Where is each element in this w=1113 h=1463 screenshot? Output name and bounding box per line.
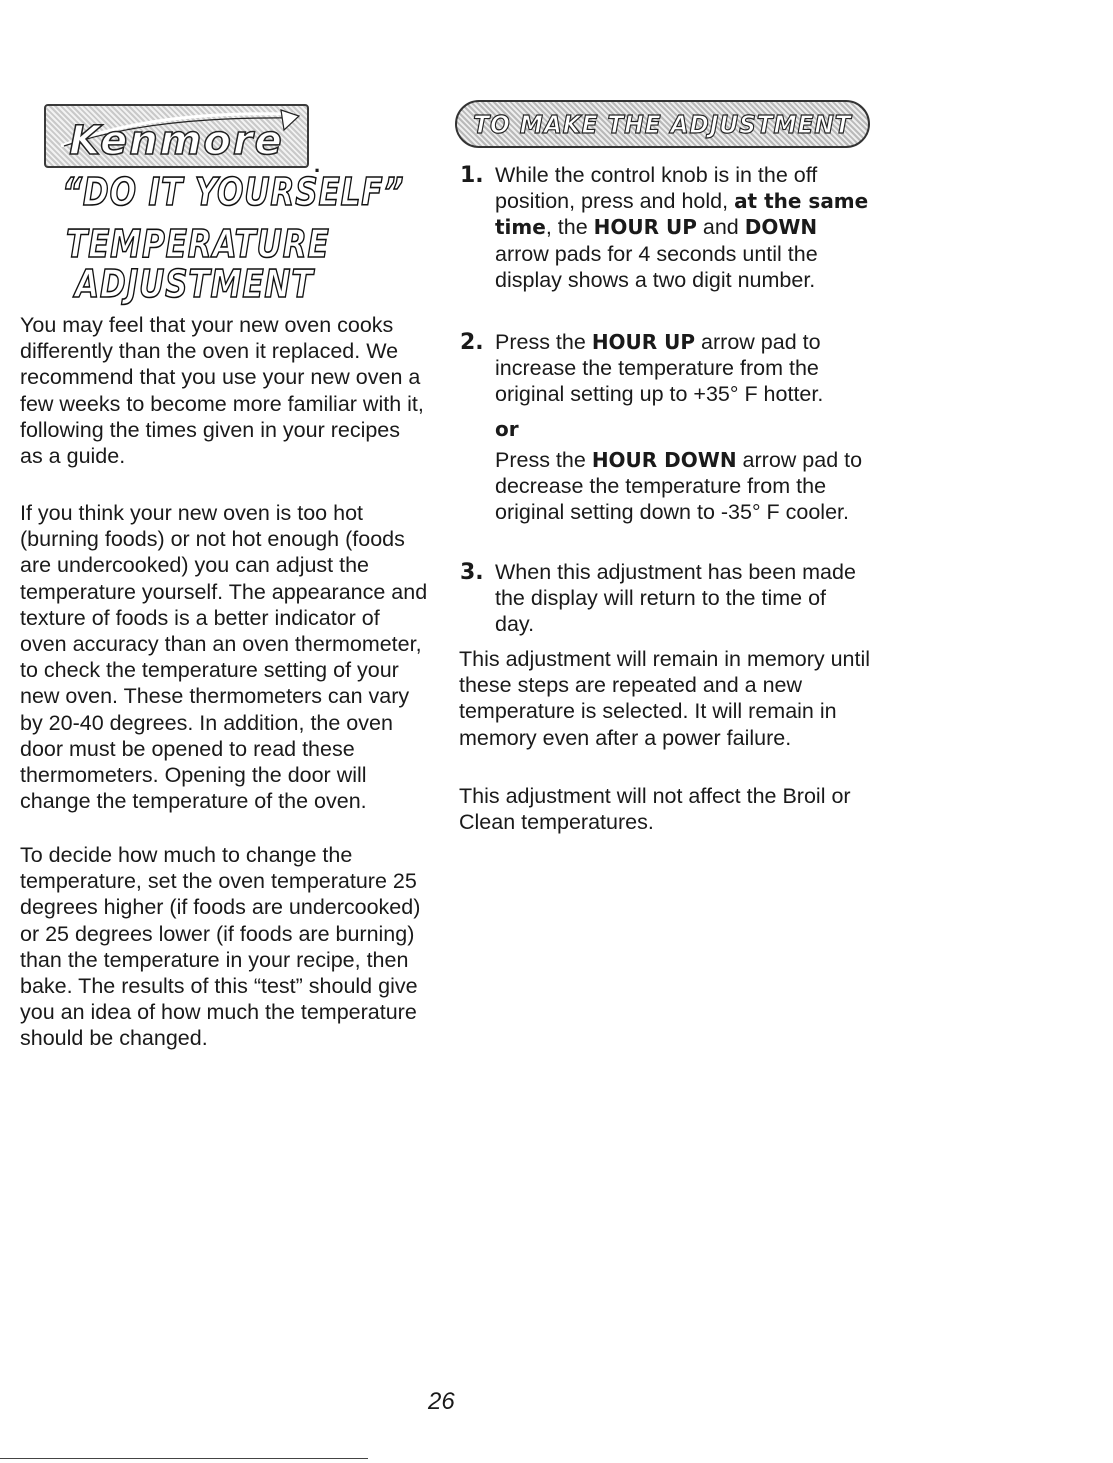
step-1-part-c: , the [545,215,588,240]
step-2-number: 2. [460,330,484,355]
step-1-part-a: While the control knob is in the off position, press and hold, [495,163,818,214]
intro-paragraph: You may feel that your new oven cooks differently than the oven it replaced. We recommend that you use your new oven a few weeks to become more familiar with it, following the times given in your recipes as a guide. [20,313,424,469]
step-1-bold-down: DOWN [744,215,818,240]
title-line-1: “DO IT YOURSELF” [62,170,405,214]
step-2-bold-hour-down: HOUR DOWN [591,448,737,472]
section-header-text: TO MAKE THE ADJUSTMENT [473,109,852,139]
logo-dot: . [314,152,321,177]
step-3-number: 3. [460,560,484,585]
logo-text: Kenmore [69,118,284,164]
title-line-3: ADJUSTMENT [75,262,314,306]
step-1-part-e: arrow pads for 4 seconds until the display shows a two digit number. [495,241,818,292]
step-2-alt-text [495,447,870,526]
divider [0,1458,368,1459]
step-2-part-d: Press the [495,448,586,472]
test-paragraph: To decide how much to change the temperature, set the oven temperature 25 degrees higher (if foods are undercooked) or 25 degrees lower (if foods are burning) than the temperature in your recipe, then bake. The results of this “test” should give you an idea of how much the temperature should be changed. [20,843,421,1051]
step-3-text: When this adjustment has been made the display will return to the time of day. [495,560,856,637]
step-1-bold-same-time: at the same time [495,189,869,240]
step-1-bold-hour-up: HOUR UP [593,215,697,240]
step-1-part-d: and [702,215,739,240]
step-2-part-a: Press the [495,330,586,354]
section-header [455,100,870,148]
memory-paragraph: This adjustment will remain in memory until these steps are repeated and a new temperature is selected. It will remain in memory even after a power failure. [459,647,871,750]
step-2-part-c: arrow pad to increase the temperature from the original setting up to +35° F hotter. [495,330,824,407]
step-1-number: 1. [460,163,484,188]
step-2-text [495,329,870,408]
step-1-text [495,162,870,293]
step-2-or: or [495,417,519,441]
kenmore-logo [44,104,309,168]
step-2-part-e: arrow pad to decrease the temperature from the original setting down to -35° F cooler. [495,448,863,525]
page-number: 26 [428,1388,455,1415]
thermometer-paragraph: If you think your new oven is too hot (burning foods) or not hot enough (foods are undercooked) you can adjust the temperature yourself. The appearance and texture of foods is a better indicator of oven accuracy than an oven thermometer, to check the temperature setting of your new oven. These thermometers can vary by 20-40 degrees. In addition, the oven door must be opened to read these thermometers. Opening the door will change the temperature of the oven. [20,501,428,814]
step-2-bold-hour-up: HOUR UP [591,330,696,354]
broil-clean-paragraph: This adjustment will not affect the Broil or Clean temperatures. [459,784,851,835]
title-line-2: TEMPERATURE [66,222,330,266]
